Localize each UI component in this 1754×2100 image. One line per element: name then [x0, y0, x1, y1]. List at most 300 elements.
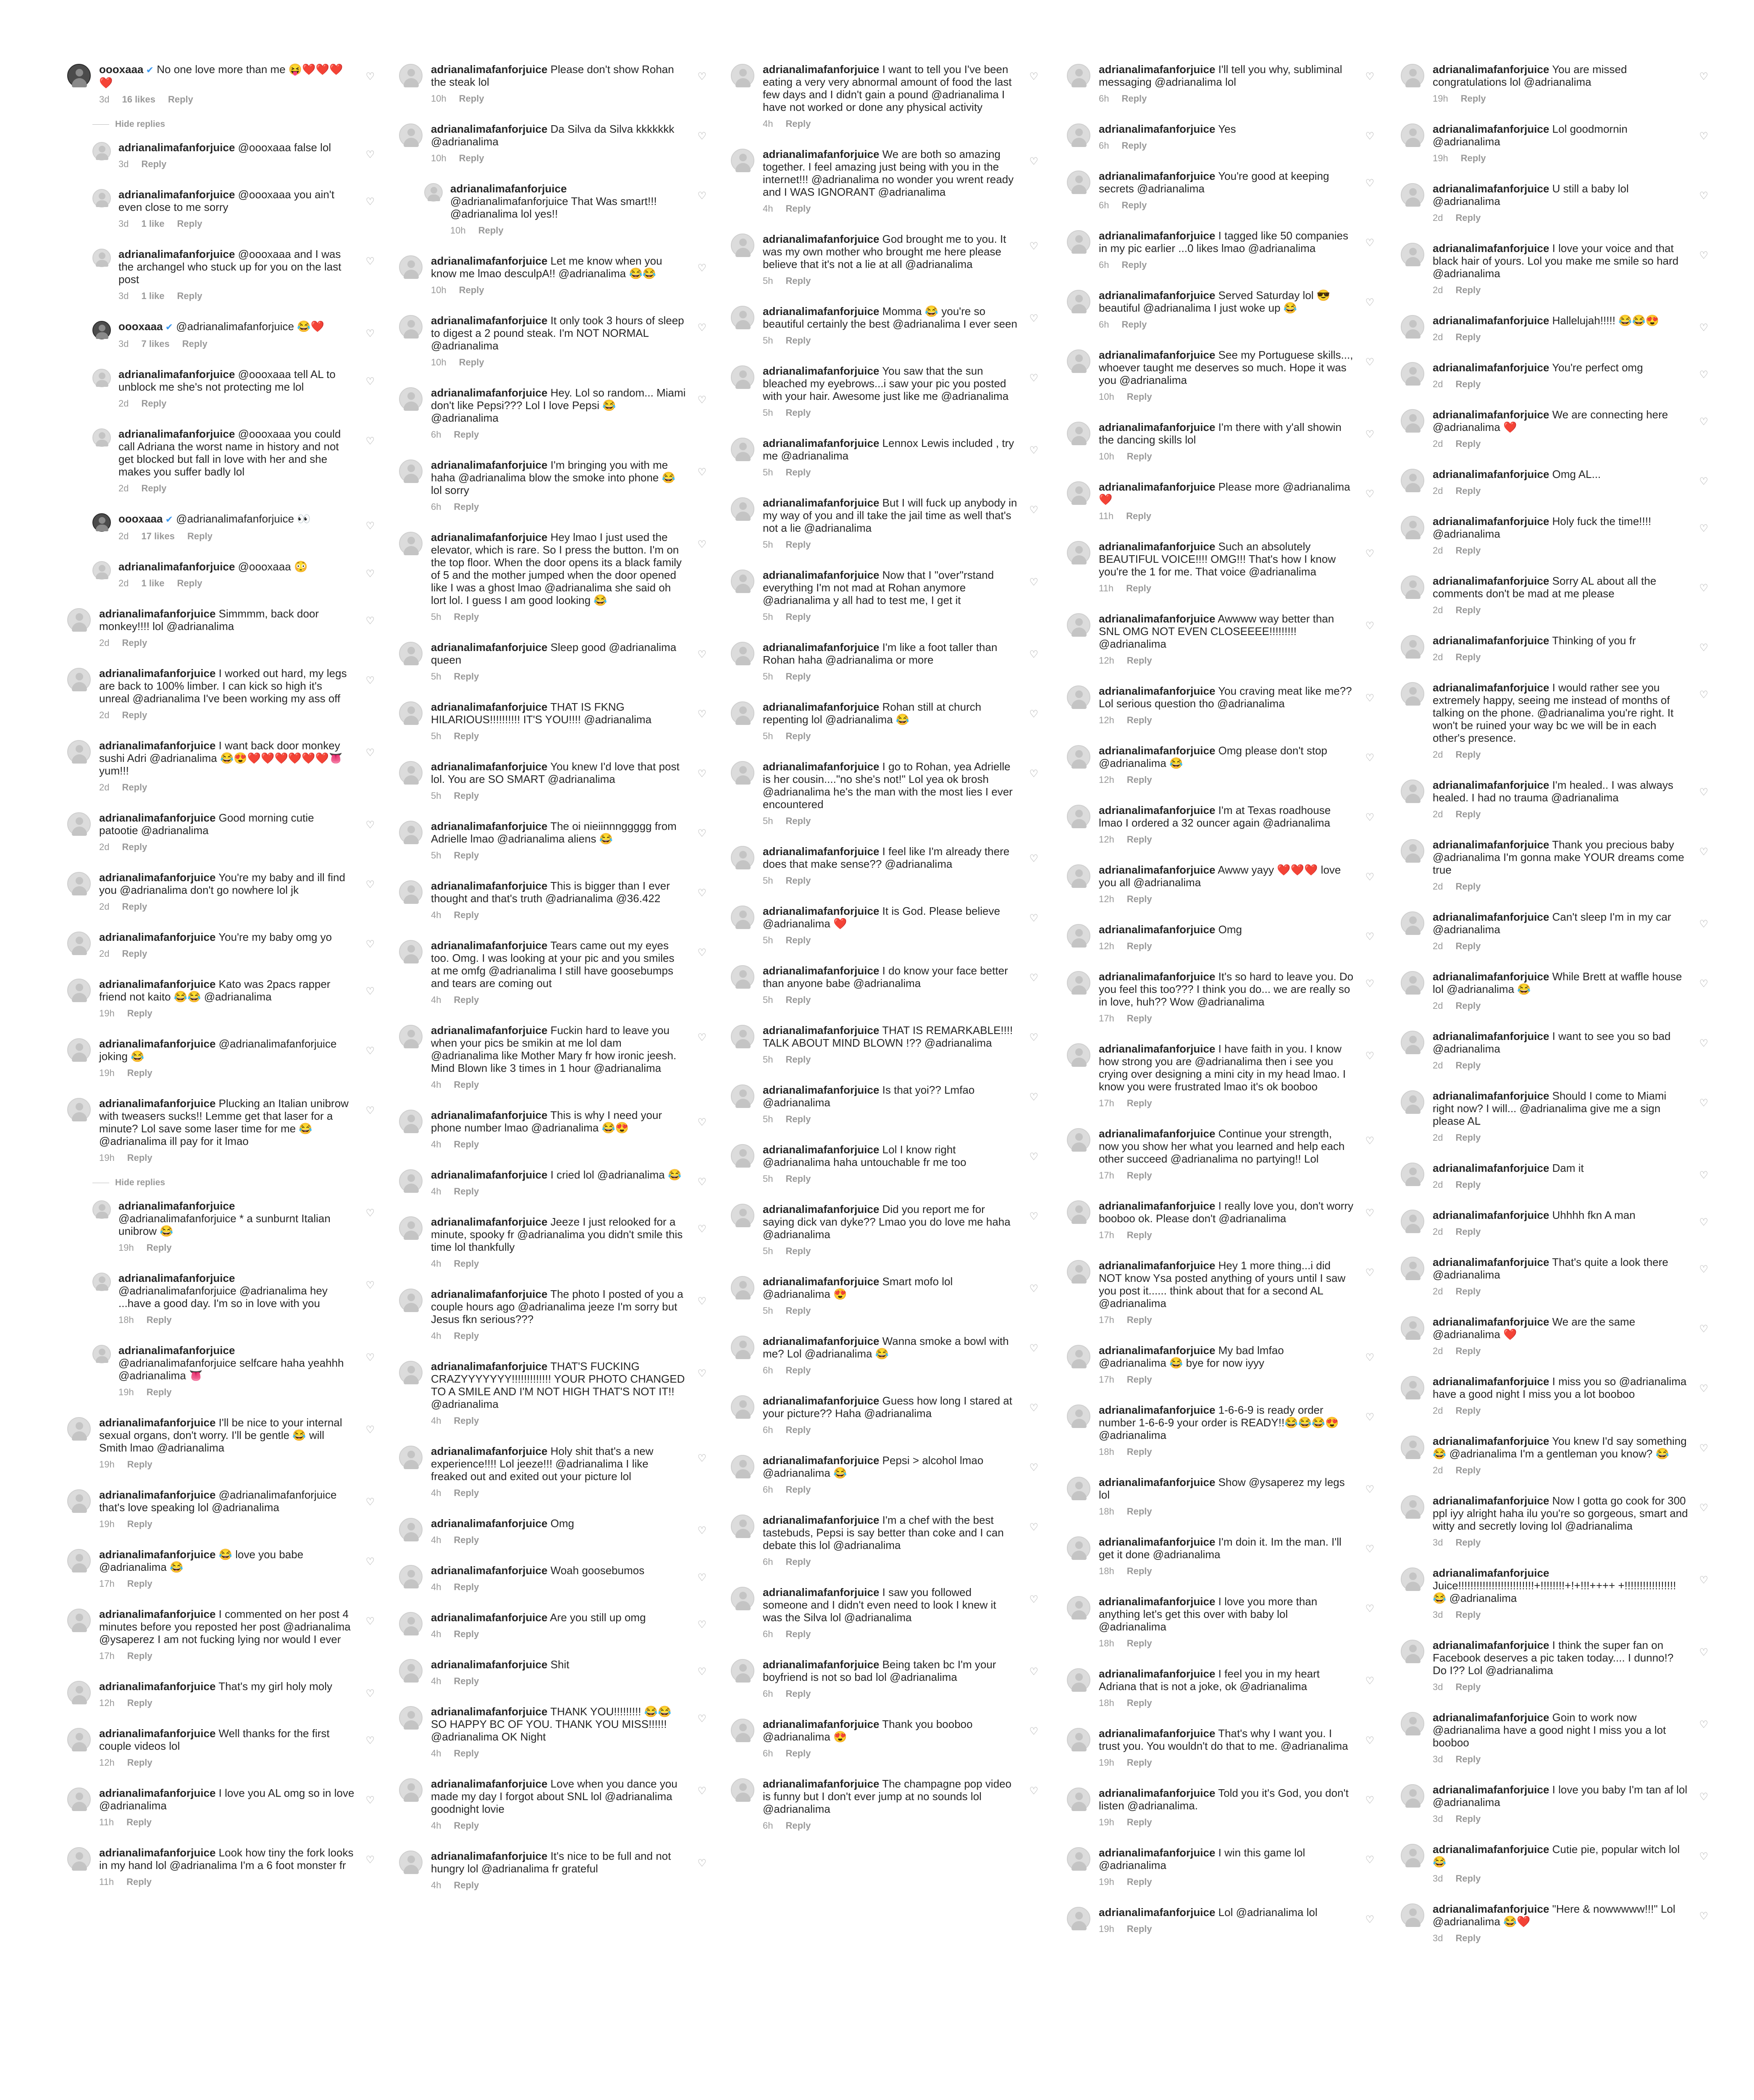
avatar[interactable]	[731, 1025, 754, 1048]
reply-button[interactable]: Reply	[785, 276, 811, 286]
heart-outline-icon[interactable]: ♡	[1365, 1795, 1374, 1806]
avatar[interactable]	[1067, 1128, 1090, 1152]
heart-outline-icon[interactable]: ♡	[697, 131, 706, 142]
heart-outline-icon[interactable]: ♡	[365, 747, 375, 759]
reply-button[interactable]: Reply	[1455, 1537, 1481, 1548]
comment-username[interactable]: adrianalimafanforjuice	[763, 1586, 880, 1599]
comment-username[interactable]: adrianalimafanforjuice	[431, 123, 548, 135]
heart-outline-icon[interactable]: ♡	[1699, 787, 1708, 798]
avatar[interactable]	[399, 1612, 423, 1635]
heart-outline-icon[interactable]: ♡	[1365, 620, 1374, 632]
heart-outline-icon[interactable]: ♡	[1029, 649, 1038, 660]
heart-outline-icon[interactable]: ♡	[1699, 978, 1708, 990]
comment-username[interactable]: adrianalimafanforjuice	[1099, 864, 1216, 876]
reply-button[interactable]: Reply	[1126, 774, 1152, 785]
reply-button[interactable]: Reply	[177, 578, 202, 588]
reply-button[interactable]: Reply	[1455, 1132, 1481, 1143]
reply-button[interactable]: Reply	[1126, 583, 1151, 593]
comment-username[interactable]: adrianalimafanforjuice	[431, 459, 548, 471]
comment-username[interactable]: adrianalimafanforjuice	[118, 428, 235, 440]
avatar[interactable]	[731, 906, 754, 929]
avatar[interactable]	[1401, 682, 1424, 706]
heart-outline-icon[interactable]: ♡	[1699, 322, 1708, 333]
comment-username[interactable]: adrianalimafanforjuice	[118, 368, 235, 381]
comment-username[interactable]: adrianalimafanforjuice	[431, 1445, 548, 1457]
avatar[interactable]	[67, 1728, 91, 1751]
reply-button[interactable]: Reply	[1126, 1315, 1152, 1325]
reply-button[interactable]: Reply	[177, 218, 202, 229]
reply-button[interactable]: Reply	[1126, 451, 1152, 462]
comment-username[interactable]: adrianalimafanforjuice	[763, 760, 880, 773]
reply-button[interactable]: Reply	[785, 1748, 811, 1759]
heart-outline-icon[interactable]: ♡	[1029, 1151, 1038, 1163]
reply-button[interactable]: Reply	[1455, 1465, 1481, 1475]
reply-button[interactable]: Reply	[785, 1365, 811, 1376]
comment-username[interactable]: adrianalimafanforjuice	[431, 641, 548, 654]
reply-button[interactable]: Reply	[454, 1415, 479, 1426]
reply-button[interactable]: Reply	[454, 1139, 479, 1150]
comment-username[interactable]: adrianalimafanforjuice	[763, 845, 880, 858]
comment-username[interactable]: adrianalimafanforjuice	[763, 1335, 880, 1347]
reply-button[interactable]: Reply	[127, 1152, 152, 1163]
comment-username[interactable]: adrianalimafanforjuice	[431, 1658, 548, 1671]
comment-username[interactable]: adrianalimafanforjuice	[99, 739, 216, 752]
reply-button[interactable]: Reply	[1455, 1814, 1481, 1824]
avatar[interactable]	[92, 189, 111, 207]
avatar[interactable]	[399, 761, 423, 785]
comment-username[interactable]: adrianalimafanforjuice	[1433, 182, 1549, 195]
reply-button[interactable]: Reply	[146, 1242, 172, 1253]
heart-outline-icon[interactable]: ♡	[1029, 1522, 1038, 1533]
comment-username[interactable]: adrianalimafanforjuice	[1433, 970, 1549, 983]
reply-button[interactable]: Reply	[785, 539, 811, 550]
comment-username[interactable]: adrianalimafanforjuice	[1433, 1903, 1549, 1915]
heart-outline-icon[interactable]: ♡	[1365, 1544, 1374, 1555]
reply-button[interactable]: Reply	[1126, 941, 1152, 951]
reply-button[interactable]: Reply	[454, 1748, 479, 1759]
comment-username[interactable]: adrianalimafanforjuice	[118, 248, 235, 260]
hide-replies-button[interactable]: Hide replies	[92, 1178, 395, 1188]
heart-outline-icon[interactable]: ♡	[1365, 237, 1374, 249]
avatar[interactable]	[1401, 183, 1424, 207]
comment-username[interactable]: adrianalimafanforjuice	[1099, 1042, 1216, 1055]
heart-outline-icon[interactable]: ♡	[1365, 1412, 1374, 1423]
heart-outline-icon[interactable]: ♡	[1699, 1791, 1708, 1803]
comment-username[interactable]: adrianalimafanforjuice	[763, 63, 880, 76]
reply-button[interactable]: Reply	[1126, 1698, 1152, 1708]
comment-username[interactable]: adrianalimafanforjuice	[99, 931, 216, 943]
heart-outline-icon[interactable]: ♡	[697, 1296, 706, 1307]
avatar[interactable]	[67, 64, 91, 87]
heart-outline-icon[interactable]: ♡	[1365, 1135, 1374, 1147]
comment-username[interactable]: adrianalimafanforjuice	[1099, 744, 1216, 757]
comment-username[interactable]: adrianalimafanforjuice	[431, 1360, 548, 1373]
comment-username[interactable]: adrianalimafanforjuice	[431, 701, 548, 713]
reply-button[interactable]: Reply	[1455, 1682, 1481, 1692]
comment-username[interactable]: adrianalimafanforjuice	[1433, 1375, 1549, 1388]
reply-button[interactable]: Reply	[459, 285, 484, 295]
reply-button[interactable]: Reply	[785, 1484, 811, 1495]
avatar[interactable]	[1067, 1728, 1090, 1751]
reply-button[interactable]: Reply	[785, 118, 811, 129]
heart-outline-icon[interactable]: ♡	[365, 568, 375, 580]
heart-outline-icon[interactable]: ♡	[697, 467, 706, 478]
comment-username[interactable]: adrianalimafanforjuice	[763, 1143, 880, 1156]
avatar[interactable]	[731, 1455, 754, 1478]
comment-username[interactable]: adrianalimafanforjuice	[99, 667, 216, 680]
comment-username[interactable]: adrianalimafanforjuice	[763, 1275, 880, 1288]
comment-username[interactable]: adrianalimafanforjuice	[99, 1097, 216, 1110]
comment-likes[interactable]: 1 like	[141, 218, 165, 229]
reply-button[interactable]: Reply	[454, 612, 479, 622]
heart-outline-icon[interactable]: ♡	[1699, 642, 1708, 654]
heart-outline-icon[interactable]: ♡	[697, 828, 706, 839]
heart-outline-icon[interactable]: ♡	[697, 768, 706, 780]
avatar[interactable]	[1067, 805, 1090, 828]
avatar[interactable]	[731, 1084, 754, 1108]
avatar[interactable]	[67, 668, 91, 691]
avatar[interactable]	[1401, 243, 1424, 266]
heart-outline-icon[interactable]: ♡	[1365, 1854, 1374, 1866]
heart-outline-icon[interactable]: ♡	[1365, 1050, 1374, 1062]
heart-outline-icon[interactable]: ♡	[697, 1525, 706, 1536]
comment-username[interactable]: adrianalimafanforjuice	[763, 1454, 880, 1467]
reply-button[interactable]: Reply	[1455, 438, 1481, 449]
heart-outline-icon[interactable]: ♡	[1699, 1647, 1708, 1658]
reply-button[interactable]: Reply	[1126, 1013, 1152, 1024]
heart-outline-icon[interactable]: ♡	[1699, 369, 1708, 381]
heart-outline-icon[interactable]: ♡	[365, 520, 375, 532]
comment-likes[interactable]: 17 likes	[141, 531, 175, 541]
reply-button[interactable]: Reply	[146, 1315, 172, 1325]
reply-button[interactable]: Reply	[1455, 1405, 1481, 1416]
reply-button[interactable]: Reply	[177, 291, 202, 301]
heart-outline-icon[interactable]: ♡	[365, 149, 375, 160]
avatar[interactable]	[1401, 1844, 1424, 1867]
heart-outline-icon[interactable]: ♡	[1699, 583, 1708, 594]
avatar[interactable]	[67, 1788, 91, 1811]
avatar[interactable]	[731, 965, 754, 989]
comment-username[interactable]: adrianalimafanforjuice	[431, 1611, 548, 1624]
comment-username[interactable]: adrianalimafanforjuice	[431, 1215, 548, 1228]
reply-button[interactable]: Reply	[168, 94, 193, 105]
heart-outline-icon[interactable]: ♡	[365, 1854, 375, 1866]
comment-username[interactable]: adrianalimafanforjuice	[1433, 1783, 1549, 1796]
comment-username[interactable]: adrianalimafanforjuice	[763, 365, 880, 377]
avatar[interactable]	[731, 149, 754, 172]
reply-button[interactable]: Reply	[785, 1557, 811, 1567]
heart-outline-icon[interactable]: ♡	[365, 615, 375, 627]
avatar[interactable]	[67, 1609, 91, 1632]
avatar[interactable]	[399, 821, 423, 844]
heart-outline-icon[interactable]: ♡	[365, 675, 375, 686]
heart-outline-icon[interactable]: ♡	[697, 1117, 706, 1128]
avatar[interactable]	[731, 570, 754, 593]
heart-outline-icon[interactable]: ♡	[1029, 768, 1038, 780]
comment-username[interactable]: adrianalimafanforjuice	[1099, 170, 1216, 182]
reply-button[interactable]: Reply	[1455, 652, 1481, 662]
heart-outline-icon[interactable]: ♡	[1029, 1785, 1038, 1797]
heart-outline-icon[interactable]: ♡	[365, 1280, 375, 1291]
comment-username[interactable]: adrianalimafanforjuice	[450, 182, 567, 195]
comment-username[interactable]: adrianalimafanforjuice	[763, 1777, 880, 1790]
comment-username[interactable]: adrianalimafanforjuice	[1099, 923, 1216, 936]
avatar[interactable]	[1067, 1200, 1090, 1224]
avatar[interactable]	[1067, 123, 1090, 147]
heart-outline-icon[interactable]: ♡	[1365, 1675, 1374, 1687]
reply-button[interactable]: Reply	[454, 1535, 479, 1545]
comment-username[interactable]: adrianalimafanforjuice	[431, 386, 548, 399]
comment-username[interactable]: adrianalimafanforjuice	[1433, 779, 1549, 791]
comment-username[interactable]: adrianalimafanforjuice	[1099, 421, 1216, 433]
heart-outline-icon[interactable]: ♡	[1699, 1323, 1708, 1335]
avatar[interactable]	[1401, 315, 1424, 339]
heart-outline-icon[interactable]: ♡	[1699, 919, 1708, 930]
heart-outline-icon[interactable]: ♡	[1699, 1502, 1708, 1514]
heart-outline-icon[interactable]: ♡	[1699, 523, 1708, 534]
avatar[interactable]	[731, 1719, 754, 1742]
comment-username[interactable]: adrianalimafanforjuice	[1433, 575, 1549, 587]
reply-button[interactable]: Reply	[454, 910, 479, 920]
avatar[interactable]	[1401, 1316, 1424, 1340]
avatar[interactable]	[399, 880, 423, 904]
reply-button[interactable]: Reply	[785, 1688, 811, 1699]
reply-button[interactable]: Reply	[1455, 379, 1481, 389]
comment-username[interactable]: adrianalimafanforjuice	[1433, 314, 1549, 327]
heart-outline-icon[interactable]: ♡	[365, 1735, 375, 1746]
reply-button[interactable]: Reply	[454, 1331, 479, 1341]
avatar[interactable]	[1067, 1788, 1090, 1811]
heart-outline-icon[interactable]: ♡	[1029, 1594, 1038, 1605]
reply-button[interactable]: Reply	[785, 203, 811, 214]
avatar[interactable]	[67, 1549, 91, 1572]
comment-username[interactable]: adrianalimafanforjuice	[1099, 685, 1216, 697]
comment-username[interactable]: adrianalimafanforjuice	[763, 437, 880, 449]
avatar[interactable]	[731, 306, 754, 329]
heart-outline-icon[interactable]: ♡	[1699, 1170, 1708, 1181]
heart-outline-icon[interactable]: ♡	[1029, 241, 1038, 252]
avatar[interactable]	[1401, 971, 1424, 995]
avatar[interactable]	[731, 1587, 754, 1610]
reply-button[interactable]: Reply	[785, 731, 811, 741]
comment-username[interactable]: adrianalimafanforjuice	[1099, 480, 1216, 493]
comment-username[interactable]: adrianalimafanforjuice	[1433, 1315, 1549, 1328]
avatar[interactable]	[1067, 1345, 1090, 1368]
comment-username[interactable]: adrianalimafanforjuice	[763, 233, 880, 245]
avatar[interactable]	[1401, 1210, 1424, 1233]
heart-outline-icon[interactable]: ♡	[1365, 978, 1374, 990]
reply-button[interactable]: Reply	[1126, 715, 1152, 725]
heart-outline-icon[interactable]: ♡	[697, 1713, 706, 1725]
avatar[interactable]	[1067, 1404, 1090, 1428]
avatar[interactable]	[1067, 924, 1090, 948]
comment-username[interactable]: adrianalimafanforjuice	[1099, 123, 1216, 135]
reply-button[interactable]: Reply	[1121, 200, 1147, 210]
avatar[interactable]	[731, 1204, 754, 1227]
avatar[interactable]	[1067, 1536, 1090, 1560]
reply-button[interactable]: Reply	[1455, 213, 1481, 223]
heart-outline-icon[interactable]: ♡	[697, 394, 706, 406]
avatar[interactable]	[1067, 481, 1090, 505]
heart-outline-icon[interactable]: ♡	[1699, 1383, 1708, 1394]
reply-button[interactable]: Reply	[1126, 1098, 1152, 1108]
heart-outline-icon[interactable]: ♡	[1365, 693, 1374, 704]
reply-button[interactable]: Reply	[1126, 1230, 1152, 1240]
avatar[interactable]	[399, 1361, 423, 1384]
reply-button[interactable]: Reply	[454, 429, 479, 440]
avatar[interactable]	[731, 1276, 754, 1299]
avatar[interactable]	[92, 142, 111, 160]
heart-outline-icon[interactable]: ♡	[1699, 1443, 1708, 1454]
reply-button[interactable]: Reply	[1455, 332, 1481, 342]
avatar[interactable]	[399, 1025, 423, 1048]
avatar[interactable]	[731, 497, 754, 521]
avatar[interactable]	[399, 64, 423, 87]
reply-button[interactable]: Reply	[122, 710, 147, 720]
heart-outline-icon[interactable]: ♡	[1029, 709, 1038, 720]
heart-outline-icon[interactable]: ♡	[1365, 1208, 1374, 1219]
heart-outline-icon[interactable]: ♡	[365, 1496, 375, 1508]
avatar[interactable]	[731, 1336, 754, 1359]
heart-outline-icon[interactable]: ♡	[365, 1208, 375, 1219]
avatar[interactable]	[399, 315, 423, 339]
comment-username[interactable]: adrianalimafanforjuice	[1433, 681, 1549, 694]
reply-button[interactable]: Reply	[127, 1068, 152, 1078]
comment-username[interactable]: oooxaaa	[118, 512, 163, 525]
hide-replies-button[interactable]: Hide replies	[92, 119, 395, 129]
comment-likes[interactable]: 1 like	[141, 578, 165, 588]
heart-outline-icon[interactable]: ♡	[1699, 71, 1708, 82]
comment-username[interactable]: adrianalimafanforjuice	[763, 148, 880, 160]
avatar[interactable]	[1067, 685, 1090, 709]
reply-button[interactable]: Reply	[141, 398, 167, 409]
comment-username[interactable]: adrianalimafanforjuice	[763, 905, 880, 917]
avatar[interactable]	[1401, 123, 1424, 147]
comment-username[interactable]: adrianalimafanforjuice	[99, 1037, 216, 1050]
heart-outline-icon[interactable]: ♡	[1029, 1211, 1038, 1222]
comment-username[interactable]: adrianalimafanforjuice	[99, 871, 216, 884]
avatar[interactable]	[1401, 1567, 1424, 1591]
heart-outline-icon[interactable]: ♡	[365, 328, 375, 339]
comment-username[interactable]: adrianalimafanforjuice	[99, 978, 216, 990]
reply-button[interactable]: Reply	[1455, 605, 1481, 615]
avatar[interactable]	[731, 438, 754, 461]
avatar[interactable]	[399, 387, 423, 411]
comment-username[interactable]: adrianalimafanforjuice	[1099, 1259, 1216, 1272]
avatar[interactable]	[67, 608, 91, 632]
avatar[interactable]	[1067, 1043, 1090, 1067]
reply-button[interactable]: Reply	[454, 1582, 479, 1592]
reply-button[interactable]: Reply	[1455, 881, 1481, 892]
avatar[interactable]	[399, 1706, 423, 1730]
comment-username[interactable]: adrianalimafanforjuice	[99, 1846, 216, 1859]
reply-button[interactable]: Reply	[454, 1820, 479, 1831]
avatar[interactable]	[1401, 1163, 1424, 1186]
reply-button[interactable]: Reply	[122, 638, 147, 648]
comment-username[interactable]: adrianalimafanforjuice	[118, 1272, 235, 1284]
heart-outline-icon[interactable]: ♡	[1699, 846, 1708, 858]
reply-button[interactable]: Reply	[1460, 93, 1486, 104]
comment-username[interactable]: adrianalimafanforjuice	[431, 760, 548, 773]
reply-button[interactable]: Reply	[785, 995, 811, 1005]
comment-username[interactable]: adrianalimafanforjuice	[1433, 634, 1549, 647]
comment-username[interactable]: adrianalimafanforjuice	[763, 1718, 880, 1730]
comment-username[interactable]: adrianalimafanforjuice	[99, 1608, 216, 1620]
reply-button[interactable]: Reply	[122, 901, 147, 912]
reply-button[interactable]: Reply	[187, 531, 213, 541]
reply-button[interactable]: Reply	[126, 1877, 152, 1887]
avatar[interactable]	[1401, 1784, 1424, 1808]
heart-outline-icon[interactable]: ♡	[365, 939, 375, 950]
avatar[interactable]	[1067, 1596, 1090, 1620]
heart-outline-icon[interactable]: ♡	[697, 887, 706, 899]
reply-button[interactable]: Reply	[1455, 1000, 1481, 1011]
avatar[interactable]	[1401, 409, 1424, 433]
heart-outline-icon[interactable]: ♡	[1029, 1092, 1038, 1103]
heart-outline-icon[interactable]: ♡	[697, 190, 706, 202]
comment-username[interactable]: adrianalimafanforjuice	[1433, 1089, 1549, 1102]
avatar[interactable]	[731, 1395, 754, 1419]
comment-username[interactable]: adrianalimafanforjuice	[1433, 1843, 1549, 1856]
avatar[interactable]	[1401, 1031, 1424, 1054]
comment-username[interactable]: adrianalimafanforjuice	[1433, 911, 1549, 923]
heart-outline-icon[interactable]: ♡	[1029, 1666, 1038, 1677]
comment-username[interactable]: adrianalimafanforjuice	[1099, 349, 1216, 361]
comment-username[interactable]: adrianalimafanforjuice	[1433, 468, 1549, 480]
comment-username[interactable]: adrianalimafanforjuice	[1099, 1727, 1216, 1740]
heart-outline-icon[interactable]: ♡	[1029, 1032, 1038, 1043]
reply-button[interactable]: Reply	[785, 935, 811, 945]
avatar[interactable]	[1401, 1712, 1424, 1735]
comment-username[interactable]: adrianalimafanforjuice	[1099, 1536, 1216, 1548]
avatar[interactable]	[92, 369, 111, 387]
avatar[interactable]	[1067, 613, 1090, 637]
reply-button[interactable]: Reply	[1126, 1566, 1152, 1576]
reply-button[interactable]: Reply	[785, 875, 811, 886]
comment-username[interactable]: adrianalimafanforjuice	[1433, 1435, 1549, 1447]
avatar[interactable]	[1067, 349, 1090, 373]
heart-outline-icon[interactable]: ♡	[1699, 1038, 1708, 1049]
avatar[interactable]	[67, 1098, 91, 1121]
heart-outline-icon[interactable]: ♡	[697, 1453, 706, 1464]
avatar[interactable]	[399, 642, 423, 665]
reply-button[interactable]: Reply	[454, 1629, 479, 1639]
avatar[interactable]	[67, 1847, 91, 1871]
comment-username[interactable]: adrianalimafanforjuice	[99, 811, 216, 824]
reply-button[interactable]: Reply	[127, 1519, 152, 1529]
comment-username[interactable]: adrianalimafanforjuice	[1099, 1200, 1216, 1212]
reply-button[interactable]: Reply	[785, 1820, 811, 1831]
comment-likes[interactable]: 16 likes	[122, 94, 155, 105]
heart-outline-icon[interactable]: ♡	[1029, 1462, 1038, 1473]
comment-username[interactable]: adrianalimafanforjuice	[1099, 970, 1216, 983]
comment-username[interactable]: adrianalimafanforjuice	[431, 531, 548, 543]
reply-button[interactable]: Reply	[1455, 285, 1481, 295]
avatar[interactable]	[399, 1778, 423, 1802]
heart-outline-icon[interactable]: ♡	[1699, 476, 1708, 487]
avatar[interactable]	[67, 812, 91, 836]
comment-username[interactable]: adrianalimafanforjuice	[1433, 123, 1549, 135]
comment-likes[interactable]: 1 like	[141, 291, 165, 301]
heart-outline-icon[interactable]: ♡	[1365, 178, 1374, 189]
comment-username[interactable]: adrianalimafanforjuice	[118, 1344, 235, 1357]
reply-button[interactable]: Reply	[454, 1186, 479, 1197]
avatar[interactable]	[399, 532, 423, 555]
reply-button[interactable]: Reply	[785, 1629, 811, 1639]
reply-button[interactable]: Reply	[1455, 749, 1481, 760]
avatar[interactable]	[1401, 64, 1424, 87]
heart-outline-icon[interactable]: ♡	[697, 1858, 706, 1869]
